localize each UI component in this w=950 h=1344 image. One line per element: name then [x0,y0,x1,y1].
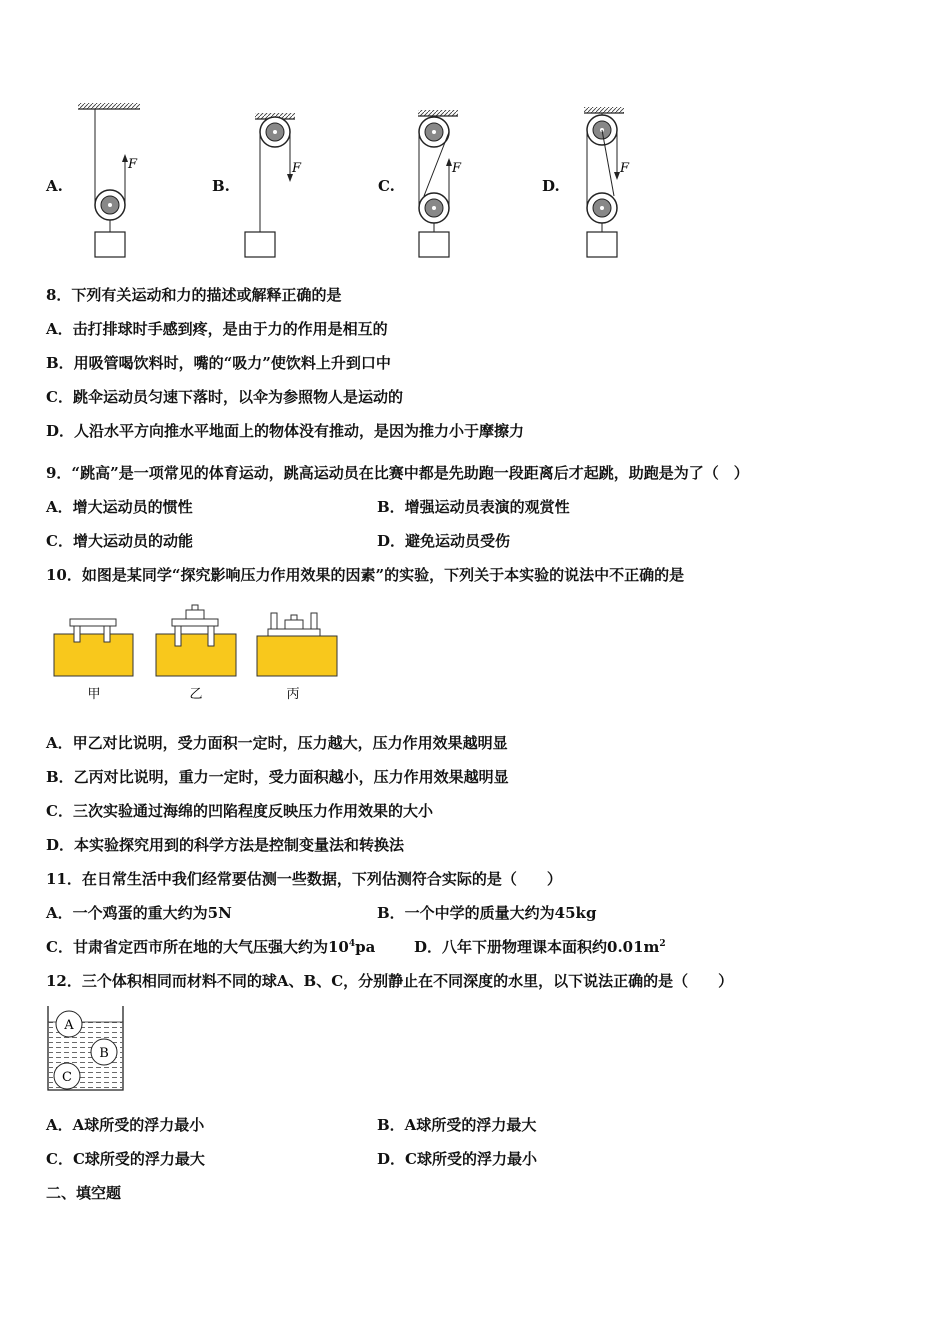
experiment-yi [156,605,236,702]
pulley-option-d-label: D. [542,177,560,195]
q9-option-a: A．增大运动员的惯性 [46,498,193,516]
svg-text:A: A [64,1018,74,1033]
q11-option-b: B．一个中学的质量大约为45kg [377,904,597,922]
ball-c [54,1063,80,1089]
pressure-experiment-figure [50,600,342,705]
q11-option-a: A．一个鸡蛋的重大约为5N [46,904,232,922]
q11-option-c: C．甘肃省定西市所在地的大气压强大约为$10^4pa$ [46,938,376,956]
q8-option-c: C．跳伞运动员匀速下落时，以伞为参照物人是运动的 [46,388,403,406]
q9-option-d: D．避免运动员受伤 [377,532,511,550]
label-yi: 乙 [189,687,203,702]
q10-option-d: D．本实验探究用到的科学方法是控制变量法和转换法 [46,836,405,854]
q10-option-a: A．甲乙对比说明，受力面积一定时，压力越大，压力作用效果越明显 [46,734,508,752]
force-label-d: F [620,161,630,176]
q12-option-a: A．A球所受的浮力最小 [46,1116,205,1134]
q11-option-d: D．八年下册物理课本面积约$0.01m^2$ [414,938,666,956]
ball-a [56,1011,82,1037]
q8-option-d: D．人沿水平方向推水平地面上的物体没有推动，是因为推力小于摩擦力 [46,422,525,440]
q10-stem: 10．如图是某同学“探究影响压力作用效果的因素”的实验，下列关于本实验的说法中不正确的是 [46,566,685,584]
force-label-c: F [452,161,462,176]
svg-text:C: C [62,1070,72,1085]
q10-option-c: C．三次实验通过海绵的凹陷程度反映压力作用效果的大小 [46,802,433,820]
force-label-b: F [292,161,302,176]
pulley-diagram-d [584,107,630,257]
label-bing: 丙 [286,687,300,702]
q9-option-c: C．增大运动员的动能 [46,532,193,550]
q8-stem: 8．下列有关运动和力的描述或解释正确的是 [46,286,342,304]
pulley-diagram-b [245,113,302,257]
q11-stem: 11．在日常生活中我们经常要估测一些数据，下列估测符合实际的是（ ） [46,870,562,888]
pulley-option-a-label: A. [46,177,63,195]
q9-option-b: B．增强运动员表演的观赏性 [377,498,570,516]
experiment-bing [257,613,337,702]
pulley-diagram-c [418,110,462,257]
q8-option-a: A．击打排球时手感到疼，是由于力的作用是相互的 [46,320,388,338]
q12-option-b: B．A球所受的浮力最大 [377,1116,537,1134]
ball-b [91,1039,117,1065]
water-balls-figure [44,1003,128,1095]
q12-option-d: D．C球所受的浮力最小 [377,1150,537,1168]
pulley-diagram-a [78,103,140,257]
pulley-option-c-label: C. [378,177,395,195]
pulley-diagrams [60,98,660,268]
svg-text:B: B [99,1046,109,1061]
q12-stem: 12．三个体积相同而材料不同的球A、B、C，分别静止在不同深度的水里，以下说法正确的是（ ） [46,972,734,990]
section-2-title: 二、填空题 [46,1184,122,1202]
force-label-a: F [128,157,138,172]
pulley-option-b-label: B. [212,177,230,195]
q8-option-b: B．用吸管喝饮料时，嘴的“吸力”使饮料上升到口中 [46,354,391,372]
experiment-jia [54,619,133,702]
label-jia: 甲 [87,687,101,702]
q9-stem: 9．“跳高”是一项常见的体育运动，跳高运动员在比赛中都是先助跑一段距离后才起跳，助跑是为了（ ） [46,464,749,482]
q12-option-c: C．C球所受的浮力最大 [46,1150,205,1168]
q10-option-b: B．乙丙对比说明，重力一定时，受力面积越小，压力作用效果越明显 [46,768,509,786]
